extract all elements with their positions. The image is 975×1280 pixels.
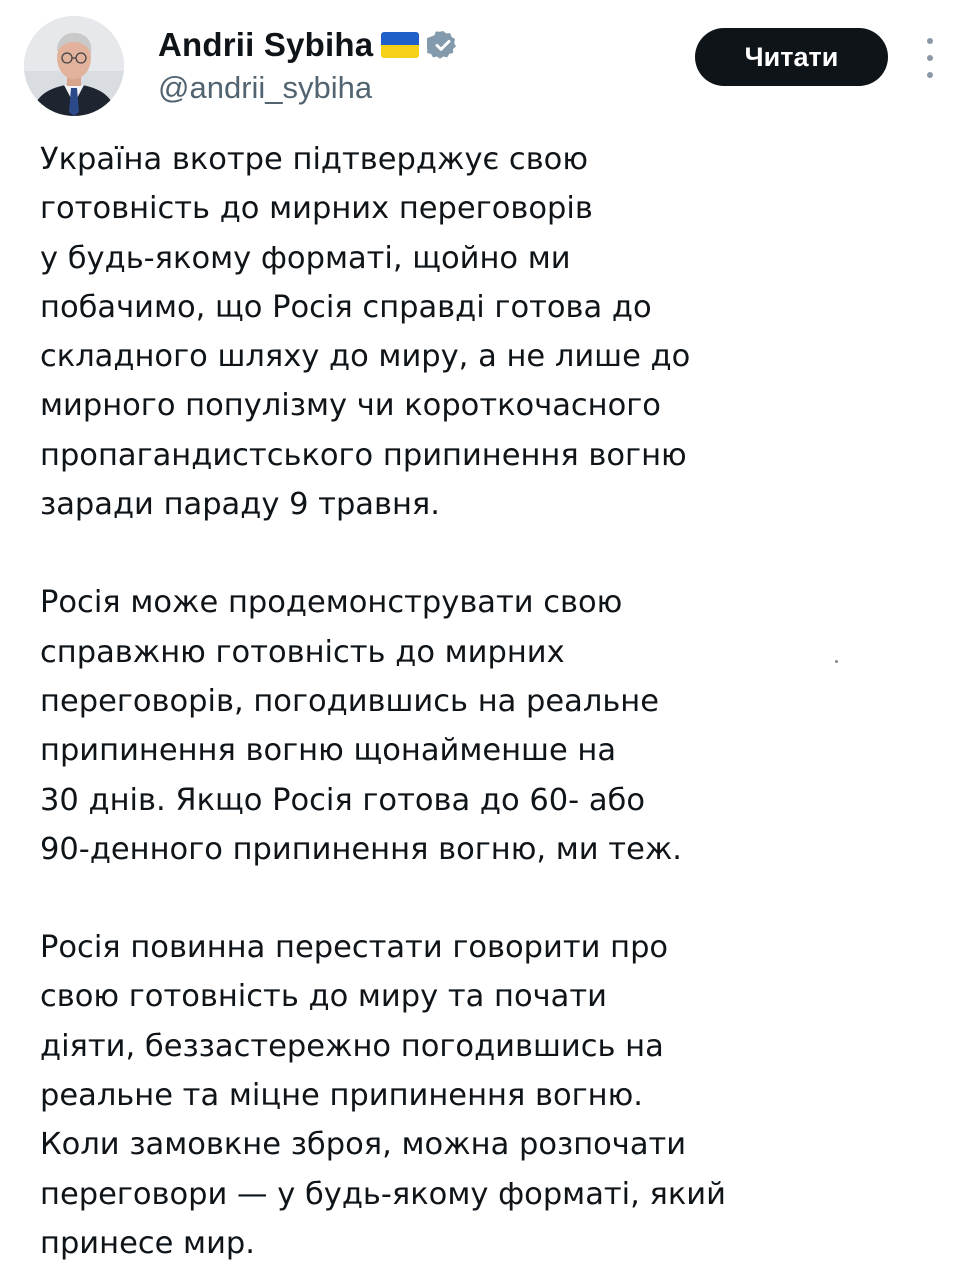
tweet-paragraph-3: Росія повинна перестати говорити про свою готовність до миру та почати діяти, беззастережно погодившись на реальне та міцне припинення вогню. Коли замовкне зброя, можна розпочати переговори — у будь-якому форматі, який принесе мир. <box>40 930 726 1261</box>
image-artifact <box>835 660 838 663</box>
author-name-row <box>158 22 459 68</box>
profile-photo <box>24 16 124 116</box>
tweet-header <box>0 0 975 130</box>
follow-button[interactable]: Читати <box>695 28 888 86</box>
ukraine-flag-icon <box>381 32 419 58</box>
author-display-name[interactable]: Andrii Sybiha <box>158 26 374 63</box>
tweet-text <box>40 135 960 1268</box>
verified-badge-icon <box>427 29 459 61</box>
tweet-paragraph-1: Україна вкотре підтверджує свою готовність до мирних переговорів у будь-якому форматі, щойно ми побачимо, що Росія справді готова до складного шляху до миру, а не лише до мирного популізму чи короткочасного пропагандистського припинення вогню заради параду 9 травня. <box>40 142 691 523</box>
author-handle[interactable]: @andrii_sybiha <box>158 70 373 105</box>
more-vertical-icon[interactable] <box>918 38 942 78</box>
tweet-paragraph-2: Росія може продемонструвати свою справжню готовність до мирних переговорів, погодившись на реальне припинення вогню щонайменше на 30 днів. Якщо Росія готова до 60- або 90-денного припинення вогню, ми теж. <box>40 585 683 867</box>
avatar[interactable] <box>24 16 124 116</box>
